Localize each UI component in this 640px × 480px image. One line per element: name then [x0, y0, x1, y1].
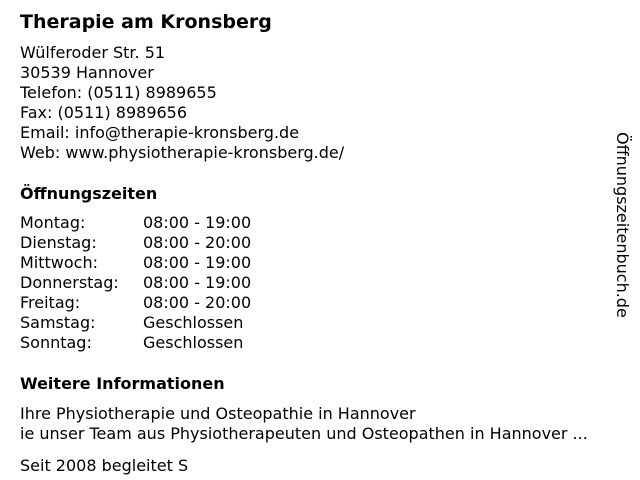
email-address: Email: info@therapie-kronsberg.de — [20, 123, 300, 142]
hours-row-wednesday — [20, 253, 280, 273]
hours-day: Montag: — [20, 213, 86, 232]
hours-time: 08:00 - 20:00 — [143, 233, 252, 252]
info-line: Ihre Physiotherapie und Osteopathie in Hannover — [20, 404, 416, 423]
opening-hours-list — [20, 213, 280, 353]
source-watermark: Öffnungszeitenbuch.de — [613, 132, 632, 318]
info-line: ie unser Team aus Physiotherapeuten und Osteopathen in Hannover ... — [20, 424, 588, 443]
hours-time: 08:00 - 19:00 — [143, 273, 252, 292]
hours-time: Geschlossen — [143, 313, 244, 332]
hours-row-friday — [20, 293, 280, 313]
hours-row-sunday — [20, 333, 280, 353]
phone-number: Telefon: (0511) 8989655 — [20, 83, 217, 102]
hours-row-thursday — [20, 273, 280, 293]
hours-row-saturday — [20, 313, 280, 333]
hours-day: Donnerstag: — [20, 273, 119, 292]
hours-time: 08:00 - 20:00 — [143, 293, 252, 312]
hours-row-tuesday — [20, 233, 280, 253]
hours-row-monday — [20, 213, 280, 233]
hours-time: 08:00 - 19:00 — [143, 213, 252, 232]
hours-time: 08:00 - 19:00 — [143, 253, 252, 272]
website-address: Web: www.physiotherapie-kronsberg.de/ — [20, 143, 345, 162]
fax-number: Fax: (0511) 8989656 — [20, 103, 188, 122]
hours-day: Samstag: — [20, 313, 96, 332]
address-city: 30539 Hannover — [20, 63, 154, 82]
business-title: Therapie am Kronsberg — [20, 11, 272, 33]
opening-hours-heading: Öffnungszeiten — [20, 184, 158, 203]
hours-day: Sonntag: — [20, 333, 92, 352]
hours-time: Geschlossen — [143, 333, 244, 352]
info-line: Seit 2008 begleitet S — [20, 456, 189, 475]
hours-day: Freitag: — [20, 293, 81, 312]
hours-day: Mittwoch: — [20, 253, 98, 272]
address-street: Wülferoder Str. 51 — [20, 43, 166, 62]
address-block — [20, 43, 344, 163]
more-info-heading: Weitere Informationen — [20, 374, 225, 393]
hours-day: Dienstag: — [20, 233, 97, 252]
more-info-text — [20, 404, 588, 476]
